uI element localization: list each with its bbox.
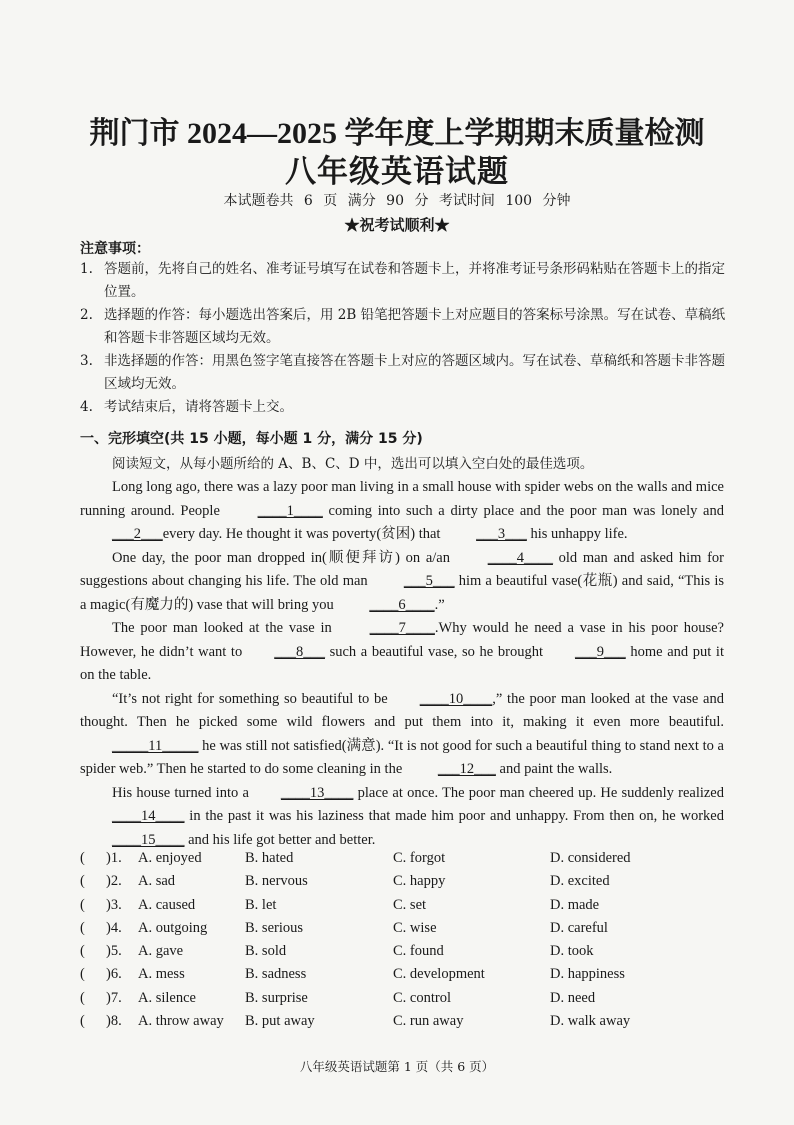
passage-text: One day, the poor man dropped in(顺便拜访) on a/an [112,549,456,566]
blank-6: ____6____ [369,596,435,613]
option-b: B. sold [245,943,287,960]
question-row [80,920,740,943]
question-row [80,990,740,1013]
blank-15: ____15____ [112,831,185,848]
option-c: C. run away [393,1013,464,1030]
option-c: C. found [393,943,444,960]
option-d: D. happiness [550,966,625,983]
answer-paren: ( [80,850,85,866]
question-row [80,943,740,966]
option-b: B. surprise [245,989,308,1006]
answer-paren: ( [80,966,85,983]
option-c: C. forgot [393,850,446,866]
note-item [80,258,730,304]
passage-text: Long long ago, there was a lazy poor man living in a small house with spider webs on the walls and mice running around. People [80,479,724,519]
question-number: )3. [106,896,122,913]
section-instruction: 阅读短文，从每小题所给的 A、B、C、D 中，选出可以填入空白处的最佳选项。 [112,456,594,472]
option-a: A. silence [138,989,196,1006]
passage-paragraph [80,547,724,618]
passage-text: old man and asked him for suggestions about changing his life. The old man [80,549,724,589]
passage-text: .” [434,596,445,613]
cloze-passage [80,476,724,852]
blank-4: ____4____ [487,549,553,566]
passage-paragraph [80,476,724,547]
blank-9: ___9___ [574,643,626,660]
passage-text: in the past it was his laziness that made him poor and unhappy. From then on, he worked [184,808,724,824]
note-text: 答题前，先将自己的姓名、准考证号填写在试卷和答题卡上，并将准考证号条形码粘贴在答题卡上的指定位置。 [104,261,725,300]
answer-paren: ( [80,1013,85,1030]
option-a: A. outgoing [138,919,208,936]
note-number: 2. [80,307,93,323]
blank-7: ____7____ [369,620,435,636]
question-row [80,1013,740,1036]
passage-paragraph [80,688,724,782]
passage-paragraph [80,617,724,688]
passage-text: and paint the walls. [495,761,613,777]
passage-text: His house turned into a [112,784,249,801]
option-c: C. set [393,896,427,913]
passage-text: ,” the poor man looked at the vase and thought. Then he picked some wild flowers and put them into it, making it even more beautiful. [80,690,724,730]
blank-10: ____10____ [419,690,493,707]
option-d: D. careful [550,919,608,936]
option-d: D. made [550,896,600,913]
passage-text: and his life got better and better. [184,831,376,848]
question-row [80,897,740,920]
note-number: 1. [80,261,93,277]
note-item [80,304,730,350]
option-a: A. enjoyed [138,850,202,866]
passage-text: The poor man looked at the vase in [112,620,338,636]
blank-1: ____1____ [257,502,323,519]
page-footer: 八年级英语试题第 1 页（共 6 页） [299,1059,495,1074]
answer-paren: ( [80,873,85,890]
notes-heading: 注意事项： [80,241,150,257]
option-d: D. need [550,989,596,1006]
note-number: 4. [80,399,93,415]
blank-13: ____13____ [280,784,354,801]
good-luck-line: ★祝考试顺利★ [344,216,450,234]
question-number: )2. [106,873,122,890]
note-item [80,396,730,419]
note-number: 3. [80,353,93,369]
passage-paragraph [80,782,724,853]
passage-text: him a beautiful vase(花瓶) and said, “This is a magic(有魔力的) vase that will bring you [80,573,724,613]
options-list [80,850,740,1036]
blank-12: ___12___ [437,761,496,777]
answer-paren: ( [80,989,85,1006]
option-a: A. mess [138,966,185,983]
blank-14: ____14____ [112,808,185,824]
option-c: C. happy [393,873,446,890]
blank-2: ___2___ [112,526,163,542]
option-c: C. control [393,989,451,1006]
blank-11: _____11_____ [112,737,199,754]
exam-info: 本试题卷共 6 页 满分 90 分 考试时间 100 分钟 [223,193,571,209]
option-b: B. serious [245,919,303,936]
answer-paren: ( [80,896,85,913]
option-b: B. let [245,896,277,913]
passage-text: home and put it on the table. [80,643,724,683]
option-c: C. wise [393,919,437,936]
question-row [80,850,740,873]
option-a: A. caused [138,896,196,913]
option-a: A. throw away [138,1013,224,1030]
passage-text: every day. He thought it was poverty(贫困) that [162,526,445,542]
option-d: D. excited [550,873,610,890]
exam-title: 荆门市 2024—2025 学年度上学期期末质量检测 [89,117,705,150]
question-number: )5. [106,943,122,960]
section-heading: 一、完形填空(共 15 小题，每小题 1 分，满分 15 分) [80,431,423,447]
note-text: 选择题的作答：每小题选出答案后，用 2B 铅笔把答题卡上对应题目的答案标号涂黑。写在试卷、草稿纸和答题卡非答题区域均无效。 [104,307,726,346]
option-b: B. put away [245,1013,315,1030]
option-a: A. gave [138,943,184,960]
option-a: A. sad [138,873,176,890]
question-number: )1. [106,850,122,866]
exam-subject-title: 八年级英语试题 [285,154,509,190]
option-b: B. hated [245,850,294,866]
question-row [80,873,740,896]
passage-text: “It’s not right for something so beautiful to be [112,690,388,707]
passage-text: his unhappy life. [526,526,628,542]
answer-paren: ( [80,919,85,936]
note-item [80,350,730,396]
option-d: D. walk away [550,1013,631,1030]
note-text: 考试结束后，请将答题卡上交。 [104,399,293,415]
answer-paren: ( [80,943,85,960]
question-number: )7. [106,989,122,1006]
blank-8: ___8___ [274,643,325,660]
option-b: B. nervous [245,873,308,890]
question-row [80,966,740,989]
passage-text: such a beautiful vase, so he brought [324,643,543,660]
option-b: B. sadness [245,966,307,983]
blank-3: ___3___ [476,526,527,542]
option-d: D. considered [550,850,631,866]
passage-text: coming into such a dirty place and the poor man was lonely and [322,502,724,519]
blank-5: ___5___ [403,573,455,589]
notes-list [80,258,730,419]
passage-text: place at once. The poor man cheered up. He suddenly realized [353,784,724,801]
option-d: D. took [550,943,594,960]
passage-text: .Why would he need a vase in his poor house? However, he didn’t want to [80,620,724,660]
option-c: C. development [393,966,485,983]
passage-text: he was still not satisfied(满意). “It is not good for such a beautiful thing to stand next to a spider web.” Then he started to do some cleaning in the [80,737,724,777]
note-text: 非选择题的作答：用黑色签字笔直接答在答题卡上对应的答题区域内。写在试卷、草稿纸和答题卡非答题区域均无效。 [104,353,725,392]
question-number: )8. [106,1013,122,1030]
question-number: )4. [106,919,122,936]
question-number: )6. [106,966,122,983]
